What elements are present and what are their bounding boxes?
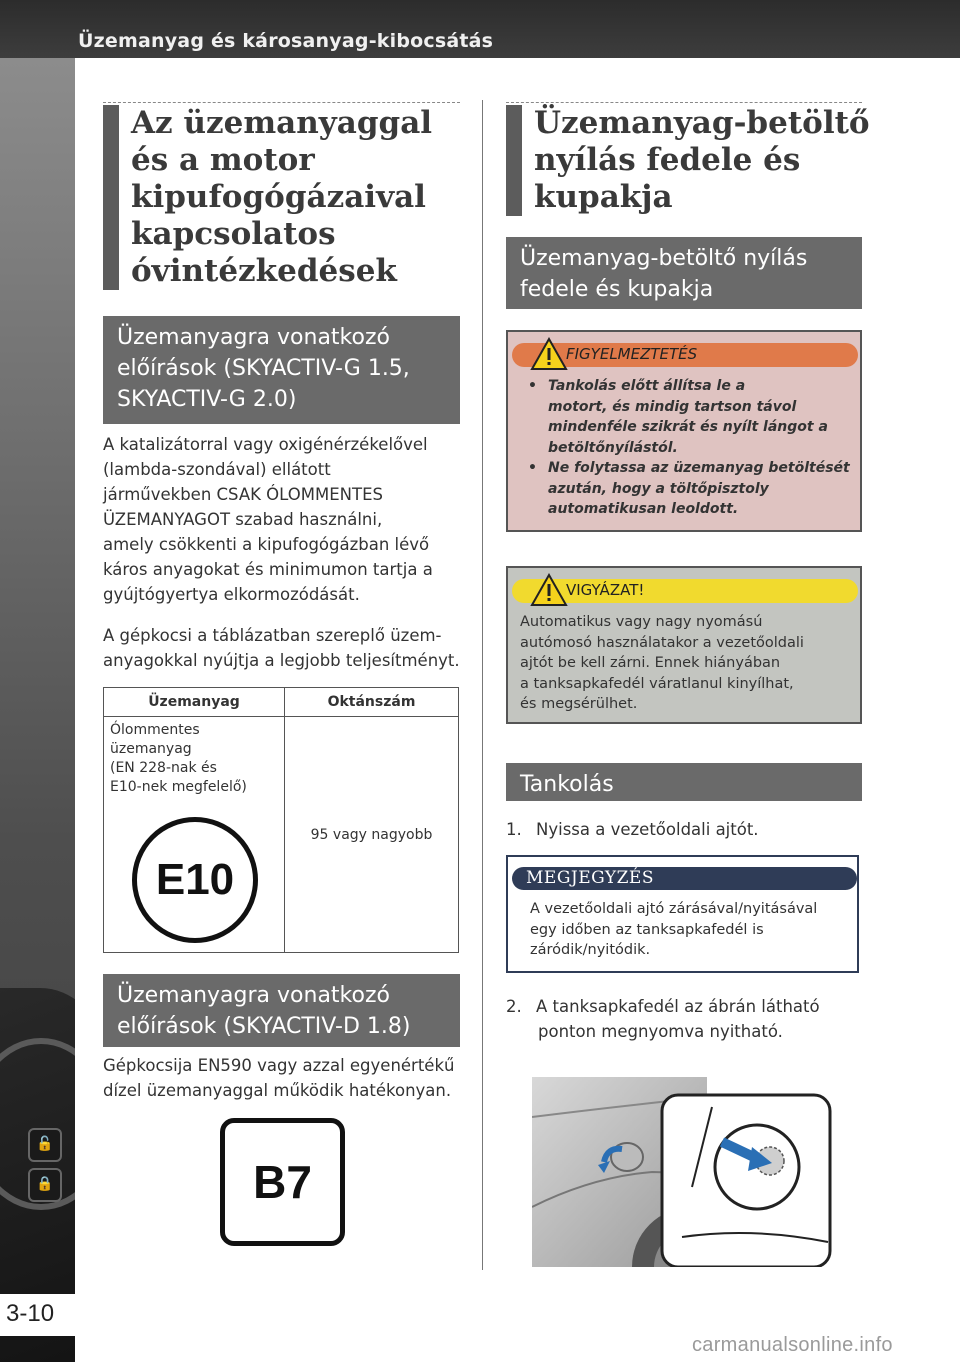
section-title-line: Üzemanyagra vonatkozó: [117, 983, 390, 1008]
text-line: Ólommentes: [110, 722, 200, 738]
caution-triangle-icon: [530, 573, 568, 607]
text-line: Automatikus vagy nagy nyomású: [520, 614, 763, 630]
text-line: és megsérülhet.: [520, 696, 638, 712]
lock-icon: 🔒: [28, 1168, 62, 1202]
text-line: káros anyagokat és minimumon tartja a: [103, 560, 433, 579]
warning-list: [526, 376, 856, 520]
text-line: záródik/nyitódik.: [530, 942, 651, 958]
warning-pill: [512, 343, 858, 367]
e10-label-icon: E10: [132, 817, 258, 943]
side-photo-strip: [0, 58, 75, 1362]
text-line: (EN 228-nak és: [110, 760, 217, 776]
note-label: MEGJEGYZÉS: [526, 868, 654, 888]
fuel-table: [103, 687, 459, 953]
section-title-line: előírások (SKYACTIV-G 1.5,: [117, 356, 410, 381]
watermark: carmanualsonline.info: [692, 1334, 893, 1356]
main-heading-left: [103, 105, 471, 290]
step-number: 1.: [506, 820, 522, 839]
table-header-row: [104, 688, 459, 717]
text-line: • Tankolás előtt állítsa le a: [548, 378, 746, 394]
table-cell-fuel: [104, 717, 285, 953]
heading-line: kapcsolatos: [131, 216, 336, 252]
text-line: (lambda-szondával) ellátott: [103, 460, 331, 479]
table-row: [104, 717, 459, 953]
text-line: automatikusan leoldott.: [548, 501, 739, 517]
page-header: [0, 0, 960, 58]
text-line: a tanksapkafedél váratlanul kinyílhat,: [520, 675, 794, 692]
heading-line: kipufogógázaival: [131, 179, 426, 215]
table-header-octane: Oktánszám: [285, 688, 459, 717]
section-title-line: fedele és kupakja: [520, 277, 714, 302]
section-title-refuel: [506, 763, 862, 801]
list-item: [526, 458, 856, 520]
text-line: motort, és mindig tartson távol: [548, 398, 797, 415]
text-line: autómosó használatakor a vezetőoldali: [520, 634, 804, 651]
divider-dotted-left: [103, 102, 460, 103]
step-1: [506, 817, 866, 842]
section-title-line: Üzemanyag-betöltő nyílás: [520, 246, 808, 271]
text-line: anyagokkal nyújtja a legjobb teljesítményt.: [103, 651, 460, 670]
text-line: üzemanyag: [110, 741, 192, 757]
text-line: dízel üzemanyaggal működik hatékonyan.: [103, 1081, 452, 1100]
text-line: • Ne folytassa az üzemanyag betöltését: [548, 460, 850, 476]
text-line: gyújtógyertya elkormozódását.: [103, 585, 360, 604]
note-box: [506, 855, 859, 973]
paragraph-diesel: [103, 1053, 473, 1103]
section-title-line: Üzemanyagra vonatkozó: [117, 325, 390, 350]
table-cell-octane: 95 vagy nagyobb: [285, 717, 459, 953]
warning-label: FIGYELMEZTETÉS: [566, 345, 698, 363]
b7-label-icon: B7: [220, 1118, 345, 1246]
header-title: Üzemanyag és károsanyag-kibocsátás: [78, 30, 494, 52]
step-text: A tanksapkafedél az ábrán látható: [536, 997, 820, 1016]
text-line: A vezetőoldali ajtó zárásával/nyitásával: [530, 901, 818, 917]
unlock-icon: 🔓: [28, 1128, 62, 1162]
heading-line: Üzemanyag-betöltő: [534, 105, 870, 141]
caution-box: [506, 566, 862, 724]
warning-triangle-icon: [530, 337, 568, 371]
heading-line: Az üzemanyaggal: [131, 105, 433, 141]
page-number: 3-10: [6, 1300, 55, 1327]
step-number: 2.: [506, 997, 522, 1016]
fuel-description: [110, 721, 278, 797]
text-line: mindenféle szikrát és nyílt lángot a: [548, 419, 828, 435]
text-line: azután, hogy a töltőpisztoly: [548, 480, 769, 497]
paragraph-performance: [103, 623, 463, 673]
text-line: ÜZEMANYAGOT szabad használni,: [103, 510, 383, 529]
text-line: betöltőnyílástól.: [548, 439, 678, 456]
text-line: járművekben CSAK ÓLOMMENTES: [103, 485, 383, 504]
section-title-skyactiv-g: [103, 316, 460, 424]
caution-pill: [512, 579, 858, 603]
step-text: ponton megnyomva nyitható.: [538, 1022, 783, 1041]
section-title-line: Tankolás: [520, 772, 614, 797]
text-line: A katalizátorral vagy oxigénérzékelővel: [103, 435, 428, 454]
note-text: [530, 899, 850, 961]
caution-text: [520, 612, 856, 715]
section-title-skyactiv-d: [103, 974, 460, 1047]
list-item: [526, 376, 856, 458]
heading-line: és a motor: [131, 142, 315, 178]
heading-line: óvintézkedések: [131, 253, 397, 289]
note-pill: [512, 867, 857, 890]
paragraph-catalyst: [103, 432, 463, 607]
text-line: egy időben az tanksapkafedél is: [530, 921, 764, 938]
page-number-box: [0, 1294, 75, 1336]
section-title-line: SKYACTIV-G 2.0): [117, 387, 297, 412]
text-line: amely csökkenti a kipufogógázban lévő: [103, 535, 430, 554]
heading-line: kupakja: [534, 179, 673, 215]
text-line: A gépkocsi a táblázatban szereplő üzem-: [103, 626, 442, 645]
text-line: E10-nek megfelelő): [110, 779, 247, 795]
step-text: Nyissa a vezetőoldali ajtót.: [536, 820, 759, 839]
warning-box: [506, 330, 862, 532]
main-heading-right: [506, 105, 874, 216]
fuel-door-illustration: [532, 1077, 834, 1267]
column-divider: [482, 100, 483, 1270]
table-header-fuel: Üzemanyag: [104, 688, 285, 717]
divider-dotted-right: [506, 102, 862, 103]
text-line: ajtót be kell zárni. Ennek hiányában: [520, 655, 781, 671]
text-line: Gépkocsija EN590 vagy azzal egyenértékű: [103, 1056, 455, 1075]
heading-line: nyílás fedele és: [534, 142, 801, 178]
step-2: [506, 994, 866, 1044]
caution-label: VIGYÁZAT!: [566, 581, 645, 599]
section-title-filler-door: [506, 237, 862, 309]
section-title-line: előírások (SKYACTIV-D 1.8): [117, 1014, 411, 1039]
